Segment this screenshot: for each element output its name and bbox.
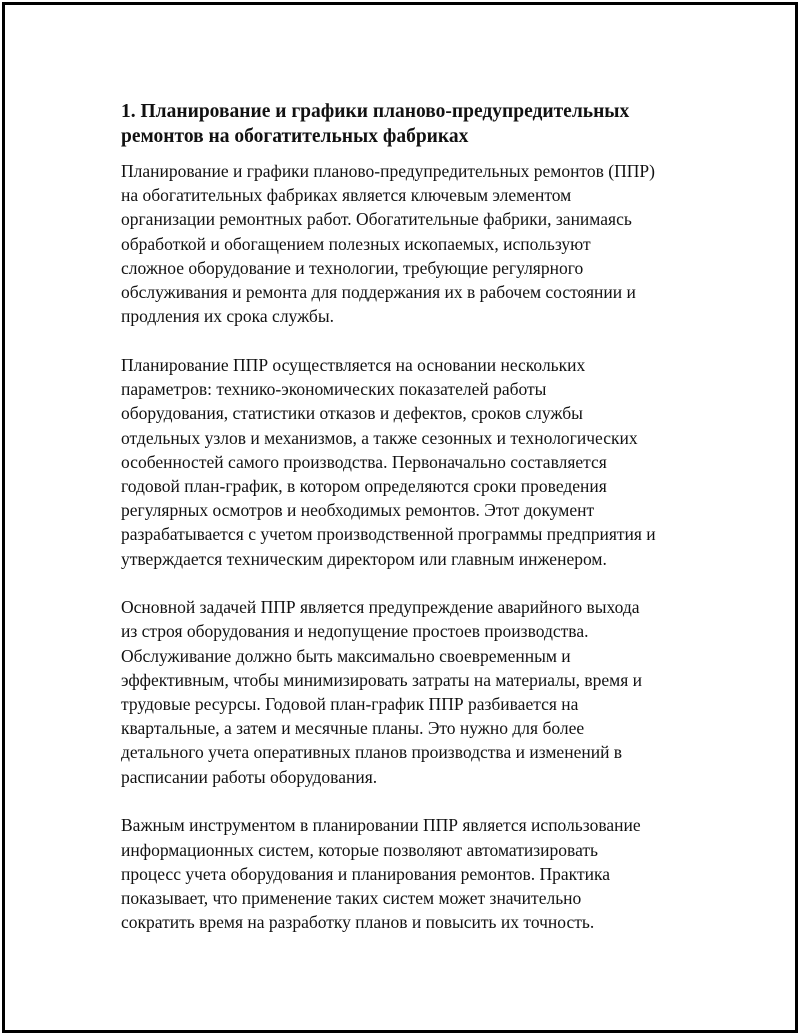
paragraph-2-line-1: Планирование ППР осуществляется на основании нескольких <box>121 354 586 375</box>
paragraph-4 <box>121 813 693 934</box>
paragraph-4-line-1: Важным инструментом в планировании ППР является использование <box>121 815 641 836</box>
paragraph-3-line-8: расписании работы оборудования. <box>121 766 378 787</box>
paragraph-4-line-4: показывает, что применение таких систем может значительно <box>121 887 582 908</box>
paragraph-4-line-2: информационных систем, которые позволяют автоматизировать <box>121 839 599 860</box>
paragraph-2-line-6: годовой план-график, в котором определяются сроки проведения <box>121 475 607 496</box>
paragraph-3 <box>121 595 693 789</box>
paragraph-2-line-3: оборудования, статистики отказов и дефектов, сроков службы <box>121 403 583 424</box>
paragraph-2-line-9: утверждается техническим директором или главным инженером. <box>121 548 607 569</box>
paragraph-1-line-7: продления их срока службы. <box>121 306 334 327</box>
paragraph-3-line-3: Обслуживание должно быть максимально своевременным и <box>121 645 571 666</box>
paragraph-3-line-1: Основной задачей ППР является предупреждение аварийного выхода <box>121 597 640 618</box>
paragraph-2-line-7: регулярных осмотров и необходимых ремонтов. Этот документ <box>121 500 595 521</box>
section-title-line-2: ремонтов на обогатительных фабриках <box>121 126 469 147</box>
paragraph-3-line-5: трудовые ресурсы. Годовой план-график ППР разбивается на <box>121 694 579 715</box>
paragraph-1-line-2: на обогатительных фабриках является ключевым элементом <box>121 185 572 206</box>
paragraph-4-line-5: сократить время на разработку планов и повысить их точность. <box>121 912 595 933</box>
page-frame <box>2 2 798 1033</box>
paragraph-1-line-1: Планирование и графики планово-предупредительных ремонтов (ППР) <box>121 161 655 181</box>
paragraph-1-line-4: обработкой и обогащением полезных ископаемых, используют <box>121 233 591 254</box>
paragraph-3-line-7: детального учета оперативных планов производства и изменений в <box>121 742 623 763</box>
paragraph-3-line-6: квартальные, а затем и месячные планы. Это нужно для более <box>121 718 585 739</box>
paragraph-1-line-5: сложное оборудование и технологии, требующие регулярного <box>121 257 584 278</box>
paragraph-2-line-2: параметров: технико-экономических показателей работы <box>121 379 547 400</box>
paragraph-3-line-4: эффективным, чтобы минимизировать затраты на материалы, время и <box>121 669 643 690</box>
paragraph-2-line-4: отдельных узлов и механизмов, а также сезонных и технологических <box>121 427 638 448</box>
section-title-line-1: 1. Планирование и графики планово-предупредительных <box>121 101 630 122</box>
paragraph-2-line-5: особенностей самого производства. Первоначально составляется <box>121 451 607 472</box>
document-content <box>121 99 693 959</box>
paragraph-3-line-2: из строя оборудования и недопущение простоев производства. <box>121 621 589 642</box>
paragraph-1-line-3: организации ремонтных работ. Обогатительные фабрики, занимаясь <box>121 209 632 230</box>
section-title <box>121 99 693 149</box>
paragraph-1 <box>121 159 693 328</box>
paragraph-2 <box>121 353 693 571</box>
paragraph-4-line-3: процесс учета оборудования и планирования ремонтов. Практика <box>121 863 610 884</box>
paragraph-1-line-6: обслуживания и ремонта для поддержания их в рабочем состоянии и <box>121 282 636 303</box>
paragraph-2-line-8: разрабатывается с учетом производственной программы предприятия и <box>121 524 656 545</box>
